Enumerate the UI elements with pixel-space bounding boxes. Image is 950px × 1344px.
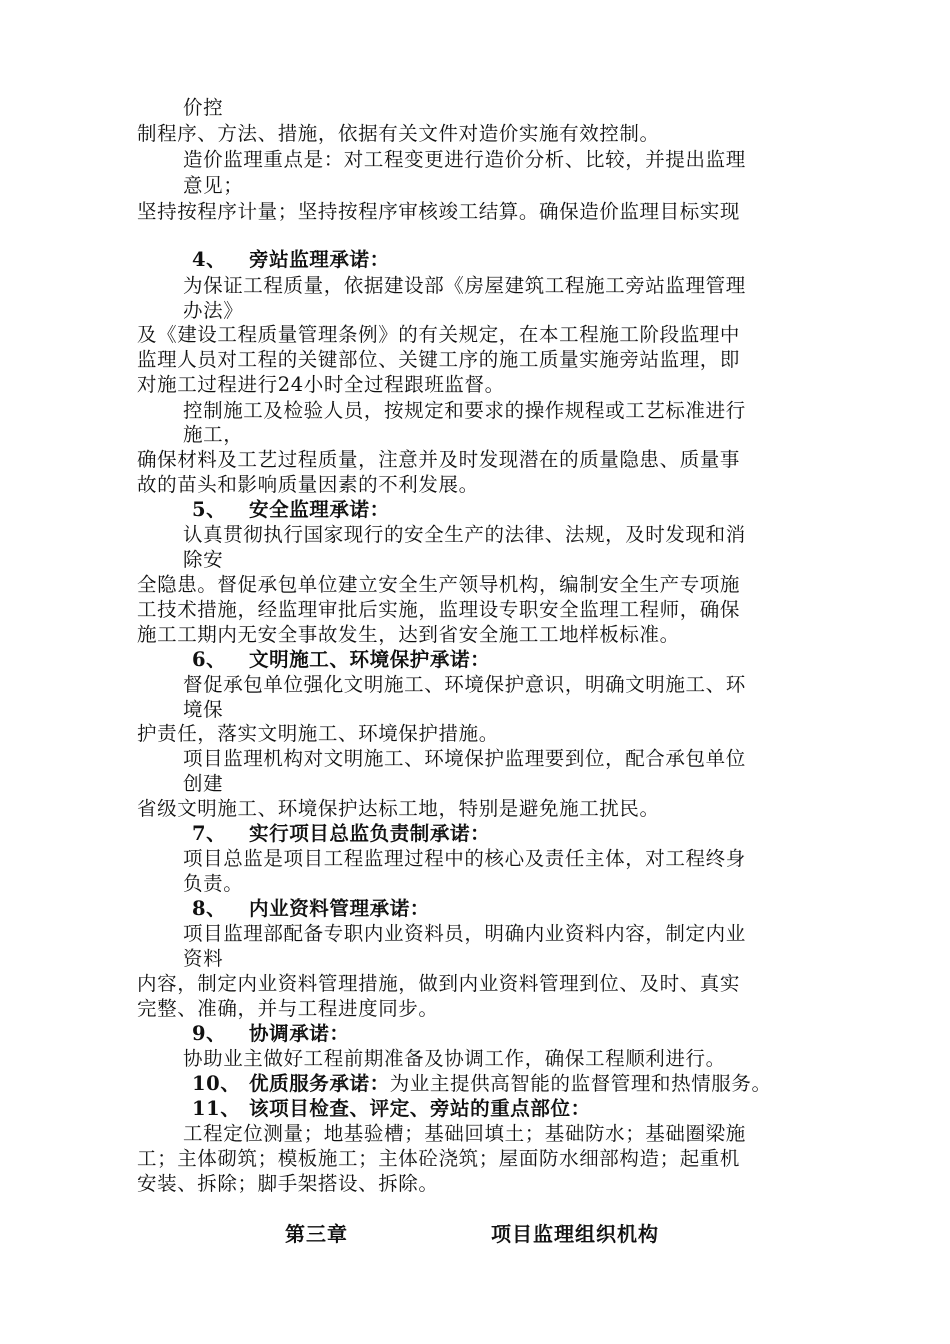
section-heading-11 bbox=[192, 1096, 591, 1121]
text-line: 护责任，落实文明施工、环境保护措施。 bbox=[137, 722, 499, 745]
text-line: 安装、拆除；脚手架搭设、拆除。 bbox=[137, 1172, 439, 1195]
text-line: 制程序、方法、措施，依据有关文件对造价实施有效控制。 bbox=[137, 122, 660, 145]
text-line: 对施工过程进行24小时全过程跟班监督。 bbox=[137, 373, 505, 396]
text-line: 工；主体砌筑；模板施工；主体砼浇筑；屋面防水细部构造；起重机 bbox=[137, 1147, 741, 1170]
text-line: 工程定位测量；地基验槽；基础回填土；基础防水；基础圈梁施 bbox=[183, 1122, 746, 1145]
text-line: 施工， bbox=[183, 423, 244, 446]
section-number: 8、 bbox=[192, 897, 227, 920]
text-line: 协助业主做好工程前期准备及协调工作，确保工程顺利进行。 bbox=[183, 1047, 726, 1070]
text-line: 坚持按程序计量；坚持按程序审核竣工结算。确保造价监理目标实现 bbox=[137, 200, 741, 223]
text-line: 造价监理重点是：对工程变更进行造价分析、比较，并提出监理 bbox=[183, 148, 746, 171]
text-line: 施工工期内无安全事故发生，达到省安全施工工地样板标准。 bbox=[137, 623, 680, 646]
section-number: 11、 bbox=[192, 1097, 241, 1120]
text-line: 认真贯彻执行国家现行的安全生产的法律、法规，及时发现和消 bbox=[183, 523, 746, 546]
text-line: 省级文明施工、环境保护达标工地，特别是避免施工扰民。 bbox=[137, 797, 660, 820]
section-heading-5 bbox=[192, 497, 390, 522]
section-number: 10、 bbox=[192, 1072, 241, 1095]
text-line: 负责。 bbox=[183, 872, 244, 895]
text-line: 项目总监是项目工程监理过程中的核心及责任主体，对工程终身 bbox=[183, 847, 746, 870]
section-title: 实行项目总监负责制承诺： bbox=[249, 822, 491, 845]
section-heading-8 bbox=[192, 896, 430, 921]
text-line: 为保证工程质量，依据建设部《房屋建筑工程施工旁站监理管理 bbox=[183, 274, 746, 297]
section-heading-4 bbox=[192, 247, 390, 272]
text-line: 项目监理机构对文明施工、环境保护监理要到位，配合承包单位 bbox=[183, 747, 746, 770]
text-line: 督促承包单位强化文明施工、环境保护意识，明确文明施工、环 bbox=[183, 673, 746, 696]
section-title: 旁站监理承诺： bbox=[249, 248, 390, 271]
section-number: 5、 bbox=[192, 498, 227, 521]
text-line: 内容，制定内业资料管理措施，做到内业资料管理到位、及时、真实 bbox=[137, 972, 741, 995]
text-line: 意见； bbox=[183, 174, 244, 197]
text-line: 完整、准确，并与工程进度同步。 bbox=[137, 997, 439, 1020]
text-line: 确保材料及工艺过程质量，注意并及时发现潜在的质量隐患、质量事 bbox=[137, 448, 741, 471]
text-line: 控制施工及检验人员，按规定和要求的操作规程或工艺标准进行 bbox=[183, 399, 746, 422]
section-title: 内业资料管理承诺： bbox=[249, 897, 430, 920]
section-heading-7 bbox=[192, 821, 490, 846]
section-text: 为业主提供高智能的监督管理和热情服务。 bbox=[389, 1072, 772, 1095]
section-number: 6、 bbox=[192, 648, 227, 671]
text-line: 资料 bbox=[183, 947, 224, 970]
section-number: 7、 bbox=[192, 822, 227, 845]
section-heading-9 bbox=[192, 1021, 350, 1046]
section-number: 9、 bbox=[192, 1022, 227, 1045]
text-line: 故的苗头和影响质量因素的不利发展。 bbox=[137, 473, 479, 496]
section-title: 优质服务承诺： bbox=[249, 1072, 390, 1095]
text-line: 及《建设工程质量管理条例》的有关规定，在本工程施工阶段监理中 bbox=[137, 323, 741, 346]
chapter-number: 第三章 bbox=[285, 1222, 348, 1246]
text-line: 价控 bbox=[183, 96, 224, 119]
section-heading-6 bbox=[192, 647, 490, 672]
section-title: 协调承诺： bbox=[249, 1022, 350, 1045]
text-line: 境保 bbox=[183, 698, 224, 721]
section-title: 文明施工、环境保护承诺： bbox=[249, 648, 491, 671]
section-number: 4、 bbox=[192, 248, 227, 271]
section-heading-10 bbox=[192, 1071, 772, 1096]
text-line: 监理人员对工程的关键部位、关键工序的施工质量实施旁站监理，即 bbox=[137, 348, 741, 371]
text-line: 项目监理部配备专职内业资料员，明确内业资料内容，制定内业 bbox=[183, 922, 746, 945]
section-title: 安全监理承诺： bbox=[249, 498, 390, 521]
text-line: 全隐患。督促承包单位建立安全生产领导机构，编制安全生产专项施 bbox=[137, 573, 741, 596]
text-line: 办法》 bbox=[183, 299, 244, 322]
text-line: 工技术措施，经监理审批后实施，监理设专职安全监理工程师，确保 bbox=[137, 598, 741, 621]
section-title: 该项目检查、评定、旁站的重点部位： bbox=[249, 1097, 591, 1120]
text-line: 创建 bbox=[183, 772, 224, 795]
text-line: 除安 bbox=[183, 548, 224, 571]
chapter-title: 项目监理组织机构 bbox=[491, 1222, 659, 1246]
